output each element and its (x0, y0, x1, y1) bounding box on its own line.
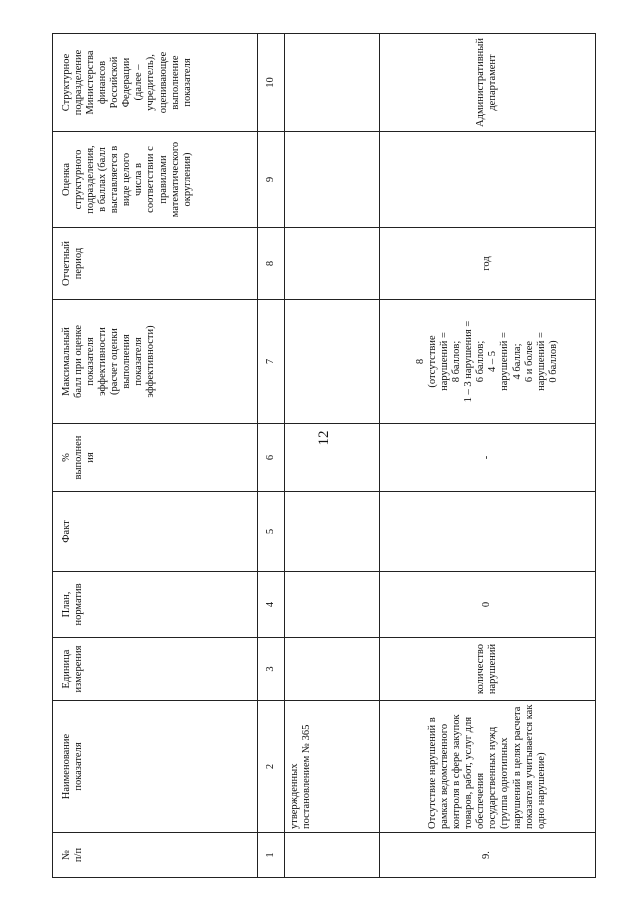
header-cell: Отчетный период (53, 228, 258, 300)
indicator-table (52, 33, 596, 878)
max-score: 8 (отсутствие нарушений = 8 баллов; 1 – 3 нарушения = 6 баллов; 4 – 5 нарушений = 4 балла; 6 и более нарушений = 0 баллов) (379, 300, 595, 424)
cell (284, 34, 379, 132)
continuation-row (284, 34, 379, 878)
cell (284, 424, 379, 492)
unit-of-measure: количество нарушений (379, 638, 595, 701)
header-row (53, 34, 258, 878)
header-cell: Единица измерения (53, 638, 258, 701)
column-number: 1 (257, 833, 284, 878)
cell (284, 228, 379, 300)
continuation-text: утвержденных постановлением № 365 (284, 701, 379, 833)
column-number: 7 (257, 300, 284, 424)
plan-value: 0 (379, 572, 595, 638)
cell (284, 638, 379, 701)
cell (284, 492, 379, 572)
indicator-name: Отсутствие нарушений в рамках ведомственного контроля в сфере закупок товаров, работ, услуг для обеспечения государственных нужд (группа однотипных нарушений в целях расчета показателя учитывается как одно нарушение) (379, 701, 595, 833)
rotated-table-wrapper (52, 34, 596, 878)
header-cell: План, норматив (53, 572, 258, 638)
header-cell: Максимальный балл при оценке показателя эффективности (расчет оценки выполнения показателя эффективности) (53, 300, 258, 424)
column-number: 3 (257, 638, 284, 701)
header-cell: % выполнен ия (53, 424, 258, 492)
cell (284, 132, 379, 228)
column-number: 8 (257, 228, 284, 300)
column-number: 4 (257, 572, 284, 638)
row-number: 9. (379, 833, 595, 878)
percent-value: - (379, 424, 595, 492)
cell (284, 300, 379, 424)
header-cell: Факт (53, 492, 258, 572)
header-cell: Наименование показателя (53, 701, 258, 833)
header-cell: Оценка структурного подразделения, в баллах (балл выставляется в виде целого числа в соответствии с правилами математического округления) (53, 132, 258, 228)
fact-value (379, 492, 595, 572)
assessment-score (379, 132, 595, 228)
column-number: 6 (257, 424, 284, 492)
column-number: 10 (257, 34, 284, 132)
column-number: 5 (257, 492, 284, 572)
column-number-row (257, 34, 284, 878)
header-cell: Структурное подразделение Министерства финансов Российской Федерации (далее – учредитель), оценивающее выполнение показателя (53, 34, 258, 132)
page-number: 12 (316, 430, 332, 446)
column-number: 9 (257, 132, 284, 228)
department: Административный департамент (379, 34, 595, 132)
cell (284, 572, 379, 638)
reporting-period: год (379, 228, 595, 300)
cell (284, 833, 379, 878)
table-row (379, 34, 595, 878)
column-number: 2 (257, 701, 284, 833)
header-cell: № п/п (53, 833, 258, 878)
